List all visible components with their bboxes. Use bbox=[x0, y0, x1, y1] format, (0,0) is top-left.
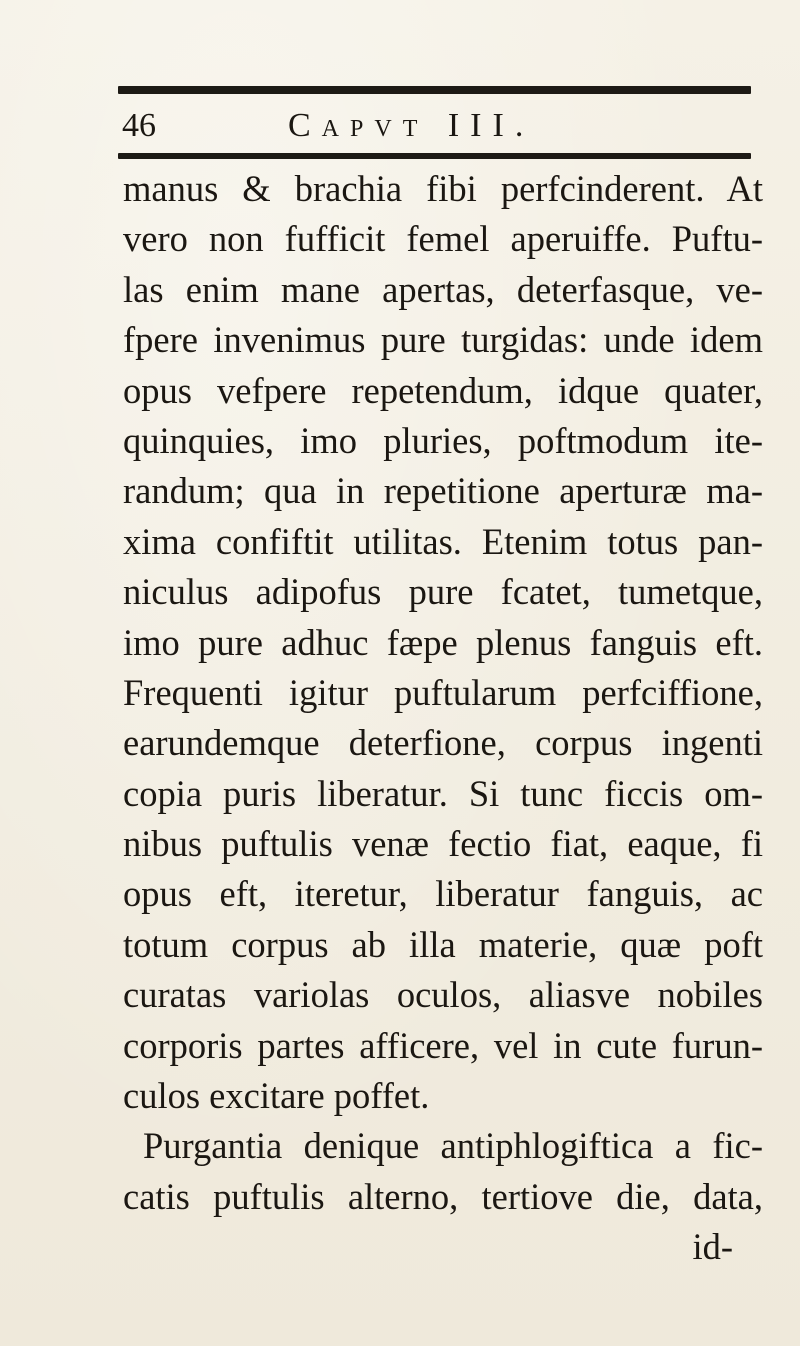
page-header bbox=[118, 100, 751, 150]
text-line: las enim mane apertas, deterfasque, ve- bbox=[123, 268, 763, 310]
text-line: niculus adipofus pure fcatet, tumetque, bbox=[123, 571, 763, 613]
text-line: opus eft, iteretur, liberatur fanguis, ac bbox=[123, 873, 763, 915]
header-bottom-rule bbox=[118, 153, 751, 159]
header-top-rule bbox=[118, 86, 751, 94]
text-line: Frequenti igitur puftularum perfciffione, bbox=[123, 671, 763, 713]
text-line: copia puris liberatur. Si tunc ficcis om- bbox=[123, 772, 763, 814]
text-line: quinquies, imo pluries, poftmodum ite- bbox=[123, 419, 763, 461]
text-line: catis puftulis alterno, tertiove die, data, bbox=[123, 1175, 763, 1217]
text-line: xima confiftit utilitas. Etenim totus pan- bbox=[123, 520, 763, 562]
text-line: fpere invenimus pure turgidas: unde idem bbox=[123, 319, 763, 361]
text-line: randum; qua in repetitione aperturæ ma- bbox=[123, 470, 763, 512]
text-line: opus vefpere repetendum, idque quater, bbox=[123, 369, 763, 411]
text-line: vero non fufficit femel aperuiffe. Puftu- bbox=[123, 218, 763, 260]
text-line: earundemque deterfione, corpus ingenti bbox=[123, 722, 763, 764]
text-line: curatas variolas oculos, aliasve nobiles bbox=[123, 974, 763, 1016]
page-number: 46 bbox=[122, 107, 156, 144]
text-line: manus & brachia fibi perfcinderent. At bbox=[123, 168, 763, 209]
catchword: id- bbox=[692, 1226, 733, 1268]
text-line: corporis partes afficere, vel in cute furun- bbox=[123, 1024, 763, 1066]
text-line: imo pure adhuc fæpe plenus fanguis eft. bbox=[123, 621, 763, 663]
text-line: culos excitare poffet. bbox=[123, 1075, 430, 1117]
text-line: nibus puftulis venæ fectio fiat, eaque, fi bbox=[123, 823, 763, 865]
body-text bbox=[123, 164, 763, 1273]
running-head: Capvt III. bbox=[288, 107, 535, 144]
text-line: Purgantia denique antiphlogiftica a fic- bbox=[143, 1125, 763, 1167]
text-line: totum corpus ab illa materie, quæ poft bbox=[123, 923, 763, 965]
